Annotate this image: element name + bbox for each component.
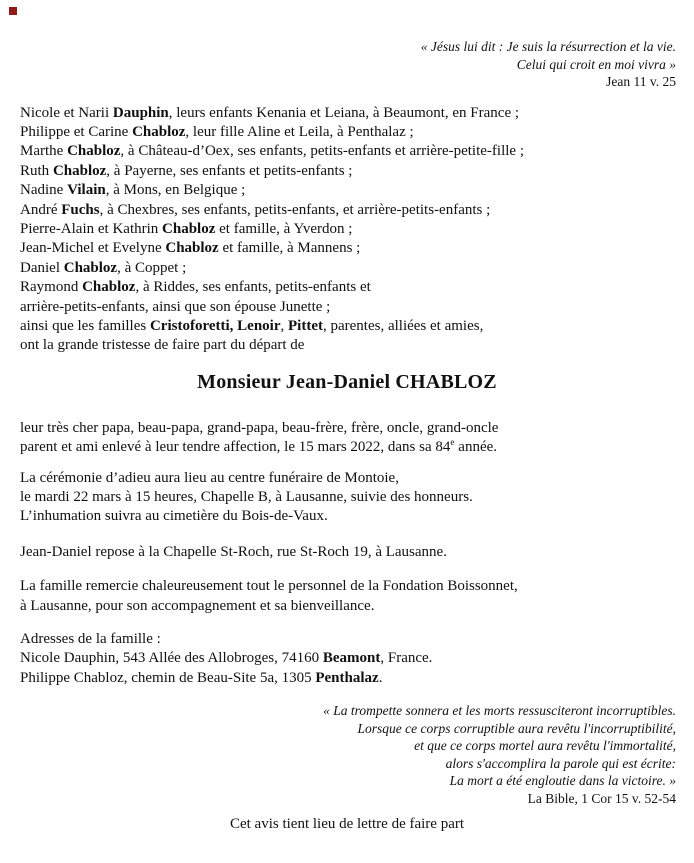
text-line: « Jésus lui dit : Je suis la résurrection et la vie. (420, 39, 676, 54)
text-line: et que ce corps mortel aura revêtu l'immortalité, (414, 738, 676, 754)
text-line: ont la grande tristesse de faire part du départ de (20, 337, 305, 354)
addresses-section (0, 630, 694, 688)
text-line: La cérémonie d’adieu aura lieu au centre funéraire de Montoie, (20, 469, 399, 486)
text-line: Celui qui croit en moi vivra » (516, 56, 676, 72)
deceased-name-title: Monsieur Jean-Daniel CHABLOZ (197, 370, 497, 393)
text-line: Daniel Chabloz, à Coppet ; (20, 259, 187, 276)
text-line: à Lausanne, pour son accompagnement et sa bienveillance. (20, 597, 375, 614)
text-line: ainsi que les familles Cristoforetti, Lenoir, Pittet, parentes, alliées et amies, (20, 317, 484, 334)
text-line: Jean-Michel et Evelyne Chabloz et famille, à Mannens ; (20, 240, 361, 257)
text-line: Lorsque ce corps corruptible aura revêtu l'incorruptibilité, (357, 720, 676, 736)
scripture-quote-top-lines (0, 38, 676, 73)
closing-line: Cet avis tient lieu de lettre de faire part (229, 816, 465, 833)
text-line: L’inhumation suivra au cimetière du Bois-de-Vaux. (20, 508, 328, 525)
text-line: Marthe Chabloz, à Château-d’Oex, ses enfants, petits-enfants et arrière-petite-fille ; (20, 143, 524, 160)
scripture-quote-bottom-lines (0, 702, 676, 790)
bible-reference: La Bible, 1 Cor 15 v. 52-54 (527, 790, 676, 806)
red-square-mark (9, 7, 17, 15)
family-list (0, 104, 694, 356)
text-line: « La trompette sonnera et les morts ressusciteront incorruptibles. (323, 703, 676, 719)
text-line: André Fuchs, à Chexbres, ses enfants, petits-enfants, et arrière-petits-enfants ; (20, 201, 491, 218)
scripture-quote-bottom (0, 702, 694, 807)
addresses-heading: Adresses de la famille : (20, 631, 161, 648)
ceremony-paragraph (0, 469, 694, 527)
thanks-paragraph (0, 577, 694, 616)
text-line: Nadine Vilain, à Mons, en Belgique ; (20, 182, 246, 199)
text-line: Nicole et Narii Dauphin, leurs enfants Kenania et Leiana, à Beaumont, en France ; (20, 104, 520, 121)
text-line: alors s'accomplira la parole qui est écrite: (445, 755, 676, 771)
text-line: La famille remercie chaleureusement tout le personnel de la Fondation Boissonnet, (20, 578, 518, 595)
scripture-quote-top (0, 0, 694, 91)
addresses-lines (20, 649, 674, 688)
text-line: parent et ami enlevé à leur tendre affection, le 15 mars 2022, dans sa 84e année. (20, 438, 498, 456)
text-line: Pierre-Alain et Kathrin Chabloz et famille, à Yverdon ; (20, 220, 353, 237)
text-line: Philippe et Carine Chabloz, leur fille Aline et Leila, à Penthalaz ; (20, 123, 414, 140)
text-line: le mardi 22 mars à 15 heures, Chapelle B, à Lausanne, suivie des honneurs. (20, 489, 473, 505)
text-line: Ruth Chabloz, à Payerne, ses enfants et petits-enfants ; (20, 162, 353, 179)
text-line: La mort a été engloutie dans la victoire. » (449, 773, 676, 789)
text-line: leur très cher papa, beau-papa, grand-papa, beau-frère, frère, oncle, grand-oncle (20, 419, 499, 436)
text-line: arrière-petits-enfants, ainsi que son épouse Junette ; (20, 298, 331, 315)
text-line: Philippe Chabloz, chemin de Beau-Site 5a, 1305 Penthalaz. (20, 669, 383, 686)
text-line: Raymond Chabloz, à Riddes, ses enfants, petits-enfants et (20, 279, 371, 296)
scripture-reference-top: Jean 11 v. 25 (606, 74, 676, 89)
tribute-paragraph (0, 419, 694, 458)
text-line: Nicole Dauphin, 543 Allée des Allobroges, 74160 Beamont, France. (20, 650, 433, 667)
repose-paragraph: Jean-Daniel repose à la Chapelle St-Roch, rue St-Roch 19, à Lausanne. (20, 543, 447, 560)
